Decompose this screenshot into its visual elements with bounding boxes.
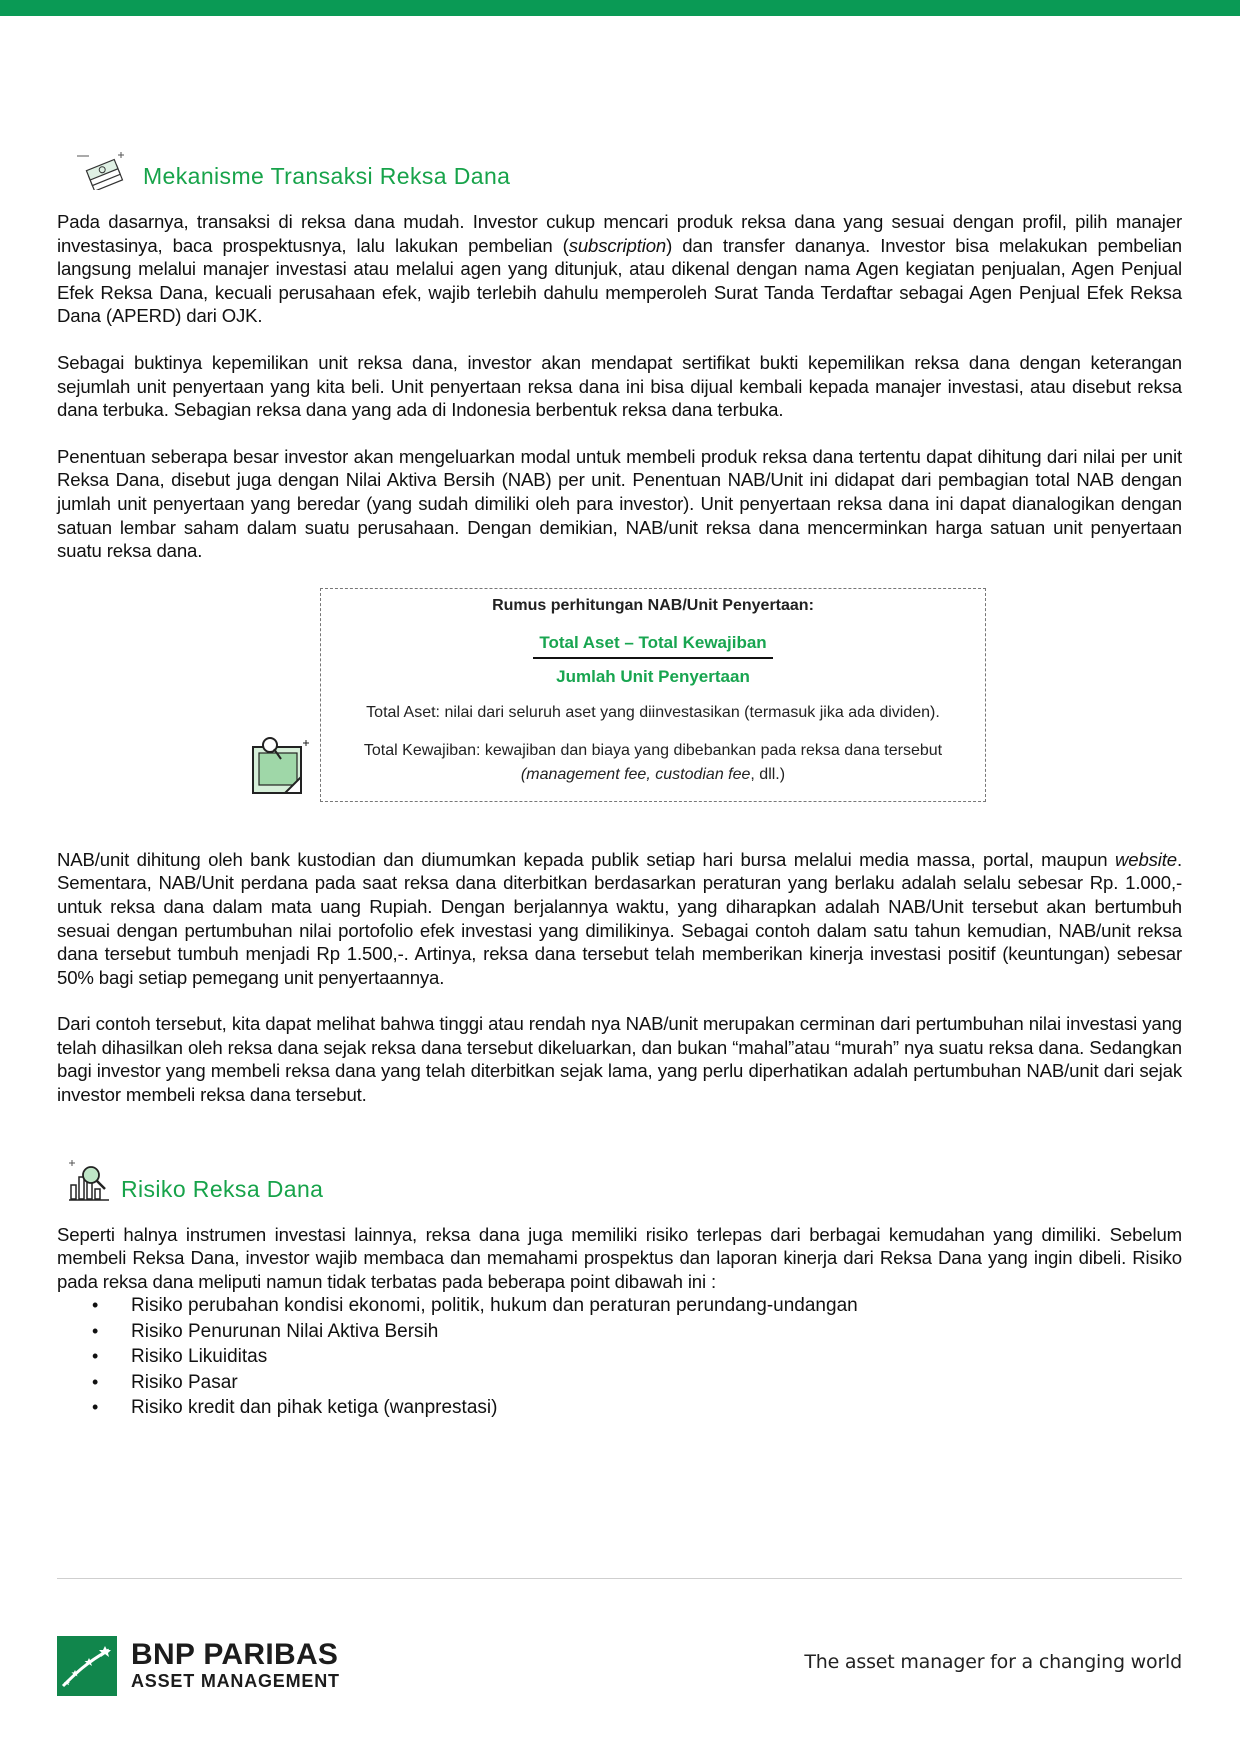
list-item: • Risiko Penurunan Nilai Aktiva Bersih xyxy=(57,1319,1182,1344)
paragraph-1: Pada dasarnya, transaksi di reksa dana mudah. Investor cukup mencari produk reksa dana yang sesuai dengan profil, pilih manajer investasinya, baca prospektusnya, lalu lakukan pembelian (subscription) dan transfer dananya. Investor bisa melakukan pembelian langsung melalui manajer investasi atau melalui agen yang ditunjuk, atau dikenal dengan nama Agen kegiatan penjualan, Agen Penjual Efek Reksa Dana, kecuali perusahaan efek, wajib terlebih dahulu memperoleh Surat Tanda Terdaftar sebagai Agen Penjual Efek Reksa Dana (APERD) dari OJK. xyxy=(57,211,1182,327)
section-heading-risiko xyxy=(67,1159,1182,1203)
risk-list xyxy=(57,1293,1182,1420)
fraction-bar xyxy=(533,657,773,659)
list-item: • Risiko kredit dan pihak ketiga (wanprestasi) xyxy=(57,1395,1182,1420)
risiko-intro: Seperti halnya instrumen investasi lainnya, reksa dana juga memiliki risiko terlepas dari berbagai kemudahan yang dimiliki. Sebelum membeli Reksa Dana, investor wajib membaca dan memahami prospektus dan laporan kinerja dari Reksa Dana yang ingin dibeli. Risiko pada reksa dana meliputi namun tidak terbatas pada beberapa point dibawah ini : xyxy=(57,1223,1182,1292)
bnp-paribas-stars-logo xyxy=(57,1636,117,1696)
list-item: • Risiko perubahan kondisi ekonomi, politik, hukum dan peraturan perundang-undangan xyxy=(57,1293,1182,1318)
top-accent-bar xyxy=(0,0,1240,16)
paragraph-2: Sebagai buktinya kepemilikan unit reksa dana, investor akan mendapat sertifikat bukti kepemilikan reksa dana dengan keterangan sejumlah unit penyertaan yang kita beli. Unit penyertaan reksa dana ini bisa dijual kembali kepada manajer investasi, atau disebut reksa dana terbuka. Sebagian reksa dana yang ada di Indonesia berbentuk reksa dana terbuka. xyxy=(57,351,1182,421)
formula-title: Rumus perhitungan NAB/Unit Penyertaan: xyxy=(492,596,814,614)
definition-total-kewajiban: Total Kewajiban: kewajiban dan biaya yang dibebankan pada reksa dana tersebut (management fee, custodian fee, dll.) xyxy=(363,741,943,783)
list-item: • Risiko Pasar xyxy=(57,1370,1182,1395)
list-item: • Risiko Likuiditas xyxy=(57,1344,1182,1369)
pinned-note-icon xyxy=(245,733,315,804)
footer-divider xyxy=(57,1578,1182,1579)
paragraph-4: NAB/unit dihitung oleh bank kustodian dan diumumkan kepada publik setiap hari bursa melalui media massa, portal, maupun website. Sementara, NAB/Unit perdana pada saat reksa dana diterbitkan berdasarkan peraturan yang berlaku adalah selalu sebesar Rp. 1.000,- untuk reksa dana dalam mata uang Rupiah. Dengan berjalannya waktu, yang diharapkan adalah NAB/Unit tersebut akan bertumbuh sesuai dengan pertumbuhan nilai portofolio efek investasi yang dimilikinya. Sebagai contoh dalam satu tahun kemudian, NAB/unit reksa dana tersebut tumbuh menjadi Rp 1.500,-. Artinya, reksa dana tersebut telah memberikan kinerja investasi positif (keuntungan) sebesar 50% bagi setiap pemegang unit penyertaannya. xyxy=(57,848,1182,988)
risk-analysis-icon xyxy=(67,1159,111,1203)
section-title: Mekanisme Transaksi Reksa Dana xyxy=(143,163,511,189)
paragraph-5: Dari contoh tersebut, kita dapat melihat bahwa tinggi atau rendah nya NAB/unit merupakan cerminan dari pertumbuhan nilai investasi yang telah dihasilkan oleh reksa dana sejak reksa dana tersebut dikeluarkan, dan bukan “mahal”atau “murah” nya suatu reksa dana. Sedangkan bagi investor yang membeli reksa dana yang telah diterbitkan sejak lama, yang perlu diperhatikan adalah pertumbuhan NAB/unit dari sejak investor membeli reksa dana tersebut. xyxy=(57,1013,1182,1106)
section-heading-mekanisme xyxy=(75,150,1182,190)
formula-box xyxy=(320,588,986,802)
footer-tagline: The asset manager for a changing world xyxy=(804,1651,1182,1673)
section-title: Risiko Reksa Dana xyxy=(121,1175,324,1202)
page-content xyxy=(57,150,1182,1420)
formula-area xyxy=(57,588,1182,828)
formula-numerator: Total Aset – Total Kewajiban xyxy=(539,632,767,652)
paragraph-3: Penentuan seberapa besar investor akan mengeluarkan modal untuk membeli produk reksa dana tertentu dapat dihitung dari nilai per unit Reksa Dana, disebut juga dengan Nilai Aktiva Bersih (NAB) per unit. Penentuan NAB/Unit ini didapat dari pembagian total NAB dengan jumlah unit penyertaan yang beredar (yang sudah dimiliki oleh para investor). Unit penyertaan reksa dana ini dapat dianalogikan dengan satuan lembar saham dalam suatu perusahaan. Dengan demikian, NAB/unit reksa dana mencerminkan harga satuan unit penyertaan suatu reksa dana. xyxy=(57,445,1182,562)
formula-denominator: Jumlah Unit Penyertaan xyxy=(556,666,750,686)
money-stack-icon xyxy=(75,150,133,190)
brand-subtitle: ASSET MANAGEMENT xyxy=(131,1671,340,1691)
brand-name: BNP PARIBAS xyxy=(131,1638,339,1671)
definition-total-aset: Total Aset: nilai dari seluruh aset yang diinvestasikan (termasuk jika ada dividen). xyxy=(366,703,940,721)
bnp-paribas-logo xyxy=(57,1636,340,1696)
